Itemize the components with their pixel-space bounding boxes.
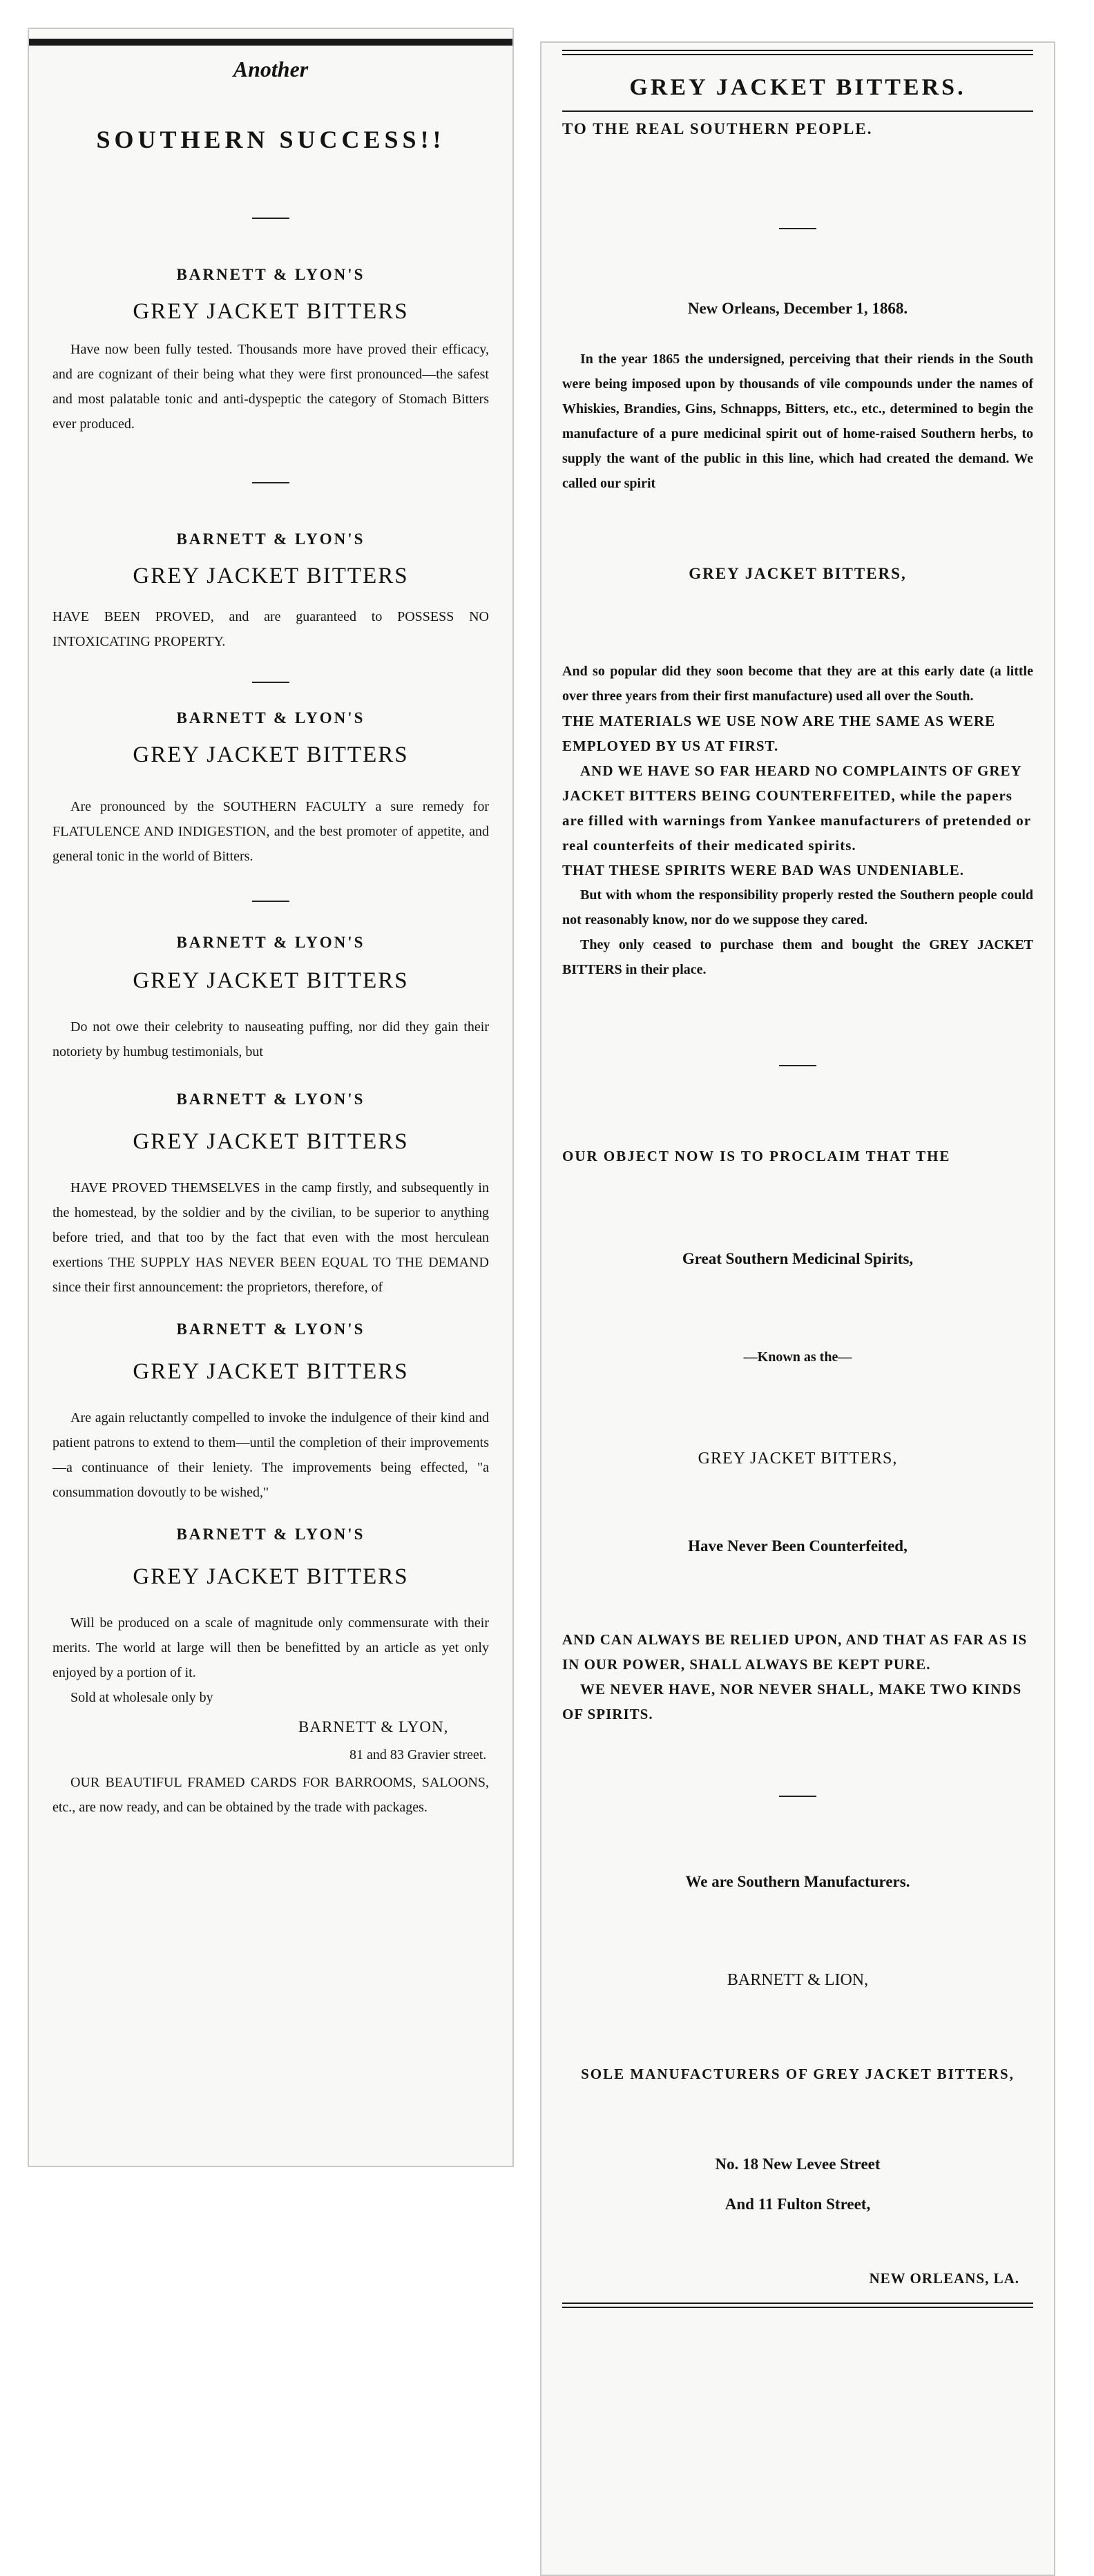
sold-by: Sold at wholesale only by <box>70 1690 213 1705</box>
paragraph: They only ceased to purchase them and bought the GREY JACKET BITTERS in their place. <box>562 937 1033 977</box>
signature: BARNETT & LYON, <box>298 1718 449 1736</box>
product-name: GREY JACKET BITTERS, <box>698 1450 898 1468</box>
paragraph: AND CAN ALWAYS BE RELIED UPON, AND THAT AS FAR AS IS IN OUR POWER, SHALL ALWAYS BE KEPT PURE. <box>562 1631 1028 1673</box>
paragraph: THAT THESE SPIRITS WERE BAD WAS UNDENIABLE. <box>562 862 964 878</box>
paragraph: In the year 1865 the undersigned, perceiving that their riends in the South were being imposed upon by thousands of vile compounds under the names of Whiskies, Brandies, Gins, Schnapps, Bitters, etc., etc., determined to begin the manufacture of a pure medicinal spirit out of home-raised Southern herbs, to supply the want of the public in this line, which had created the demand. We called our spirit <box>562 352 1033 491</box>
left-advertisement <box>28 28 514 2167</box>
brand-heading: BARNETT & LYON'S <box>176 1320 365 1338</box>
product-heading: GREY JACKET BITTERS <box>133 1564 409 1589</box>
paragraph: Are pronounced by the SOUTHERN FACULTY a sure remedy for FLATULENCE AND INDIGESTION, and the best promoter of appetite, and general tonic in the world of Bitters. <box>52 799 489 864</box>
dateline: New Orleans, December 1, 1868. <box>687 300 908 317</box>
brand-heading: BARNETT & LYON'S <box>176 1090 365 1108</box>
ad-subtitle: TO THE REAL SOUTHERN PEOPLE. <box>562 120 873 137</box>
paragraph: And so popular did they soon become that they are at this early date (a little over three years from their first manufacture) used all over the South. <box>562 664 1033 704</box>
divider <box>779 228 816 229</box>
product-heading: GREY JACKET BITTERS <box>133 1359 409 1384</box>
great-spirits: Great Southern Medicinal Spirits, <box>682 1250 914 1267</box>
paragraph: But with whom the responsibility properly rested the Southern people could not reasonably know, nor do we suppose they cared. <box>562 887 1033 927</box>
paragraph: Will be produced on a scale of magnitude only commensurate with their merits. The world at large will then be benefitted by an article as yet only enjoyed by a portion of it. <box>52 1615 489 1680</box>
brand-heading: BARNETT & LYON'S <box>176 530 365 548</box>
paragraph: AND WE HAVE SO FAR HEARD NO COMPLAINTS OF GREY JACKET BITTERS BEING COUNTERFEITED, while the papers are filled with warnings from Yankee manufacturers of pretended or real counterfeits of their medicated spirits. <box>562 762 1031 854</box>
ad-title: GREY JACKET BITTERS. <box>629 75 966 100</box>
bottom-rule <box>562 2303 1033 2304</box>
divider <box>779 1796 816 1797</box>
product-heading: GREY JACKET BITTERS <box>133 1129 409 1154</box>
product-heading: GREY JACKET BITTERS <box>133 299 409 324</box>
top-rule <box>562 54 1033 55</box>
brand-heading: BARNETT & LYON'S <box>176 266 365 283</box>
known-as: —Known as the— <box>743 1349 852 1365</box>
top-rule <box>29 39 512 46</box>
proclamation: OUR OBJECT NOW IS TO PROCLAIM THAT THE <box>562 1148 951 1164</box>
paragraph: HAVE BEEN PROVED, and are guaranteed to POSSESS NO INTOXICATING PROPERTY. <box>52 609 489 649</box>
sole-manufacturers: SOLE MANUFACTURERS OF GREY JACKET BITTERS, <box>581 2066 1015 2082</box>
brand-heading: BARNETT & LYON'S <box>176 1526 365 1543</box>
paragraph: OUR BEAUTIFUL FRAMED CARDS FOR BARROOMS, SALOONS, etc., are now ready, and can be obtained by the trade with packages. <box>52 1775 489 1815</box>
paragraph: HAVE PROVED THEMSELVES in the camp firstly, and subsequently in the homestead, by the soldier and by the civilian, to be superior to anything before tried, and that too by the fact that even with the most herculean exertions THE SUPPLY HAS NEVER BEEN EQUAL TO THE DEMAND since their first announcement: the proprietors, therefore, of <box>52 1180 489 1295</box>
product-name: GREY JACKET BITTERS, <box>689 565 907 582</box>
bottom-rule <box>562 2307 1033 2308</box>
right-advertisement <box>540 41 1055 2576</box>
address-line: And 11 Fulton Street, <box>724 2195 871 2213</box>
paragraph: WE NEVER HAVE, NOR NEVER SHALL, MAKE TWO KINDS OF SPIRITS. <box>562 1681 1022 1722</box>
divider <box>252 218 289 219</box>
brand-heading: BARNETT & LYON'S <box>176 709 365 727</box>
never-counterfeited: Have Never Been Counterfeited, <box>688 1537 908 1555</box>
headline: SOUTHERN SUCCESS!! <box>96 126 445 153</box>
divider <box>779 1065 816 1066</box>
paragraph: Are again reluctantly compelled to invoke the indulgence of their kind and patient patrons to extend to them—until the completion of their improvements—a continuance of their leniety. The improvements being effected, "a consummation dovoutly to be wished," <box>52 1410 489 1500</box>
another-heading: Another <box>233 57 309 81</box>
top-rule <box>562 50 1033 51</box>
firm-name: BARNETT & LION, <box>727 1971 869 1989</box>
address: 81 and 83 Gravier street. <box>349 1747 487 1762</box>
product-heading: GREY JACKET BITTERS <box>133 968 409 993</box>
paragraph: THE MATERIALS WE USE NOW ARE THE SAME AS WERE EMPLOYED BY US AT FIRST. <box>562 713 996 754</box>
southern-manufacturers: We are Southern Manufacturers. <box>685 1873 910 1890</box>
paragraph: Have now been fully tested. Thousands more have proved their efficacy, and are cognizant of their being what they were first pronounced—the safest and most palatable tonic and anti-dyspeptic the category of Stomach Bitters ever produced. <box>52 342 489 432</box>
brand-heading: BARNETT & LYON'S <box>176 934 365 951</box>
address-line: No. 18 New Levee Street <box>715 2155 881 2173</box>
product-heading: GREY JACKET BITTERS <box>133 742 409 767</box>
city: NEW ORLEANS, LA. <box>869 2270 1019 2287</box>
divider <box>252 682 289 683</box>
title-rule <box>562 110 1033 112</box>
paragraph: Do not owe their celebrity to nauseating puffing, nor did they gain their notoriety by humbug testimonials, but <box>52 1019 489 1059</box>
divider <box>252 482 289 483</box>
divider <box>252 901 289 902</box>
product-heading: GREY JACKET BITTERS <box>133 564 409 588</box>
